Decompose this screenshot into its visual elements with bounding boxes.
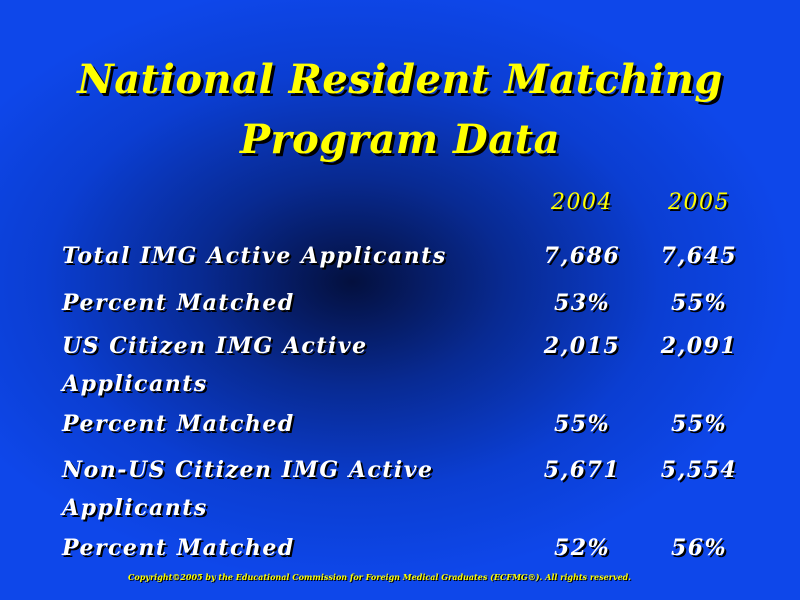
slide-title [0,50,800,170]
value-2005-percent-matched-non-us-citizen: 56% [670,535,728,561]
value-2005-percent-matched-us-citizen: 55% [670,411,728,437]
copyright-notice: Copyright©2005 by the Educational Commission for Foreign Medical Graduates (ECFMG®). All rights reserved. [128,572,632,582]
column-header-2004: 2004 [551,190,613,215]
value-2005-us-citizen-img-applicants: 2,091 [660,333,738,359]
value-2005-total-img-applicants: 7,645 [660,243,738,269]
row-label-us-citizen-img-applicants: US Citizen IMG Active Applicants [62,333,368,397]
row-label-line-1: Non-US Citizen IMG Active [62,457,434,483]
title-line-2: Program Data [239,116,561,163]
column-header-2005: 2005 [668,190,730,215]
row-label-total-img-applicants: Total IMG Active Applicants [62,243,447,269]
row-label-percent-matched-total: Percent Matched [62,290,295,316]
row-label-line-2: Applicants [62,495,208,521]
value-2004-percent-matched-us-citizen: 55% [553,411,611,437]
value-2005-percent-matched-total: 55% [670,290,728,316]
value-2004-percent-matched-total: 53% [553,290,611,316]
row-label-percent-matched-non-us-citizen: Percent Matched [62,535,295,561]
title-line-1: National Resident Matching [77,56,723,103]
value-2004-percent-matched-non-us-citizen: 52% [553,535,611,561]
row-label-non-us-citizen-img-applicants [62,451,482,527]
value-2005-non-us-citizen-img-applicants: 5,554 [660,457,738,483]
value-2004-non-us-citizen-img-applicants: 5,671 [543,457,621,483]
value-2004-us-citizen-img-applicants: 2,015 [543,333,621,359]
row-label-percent-matched-us-citizen: Percent Matched [62,411,295,437]
value-2004-total-img-applicants: 7,686 [543,243,621,269]
